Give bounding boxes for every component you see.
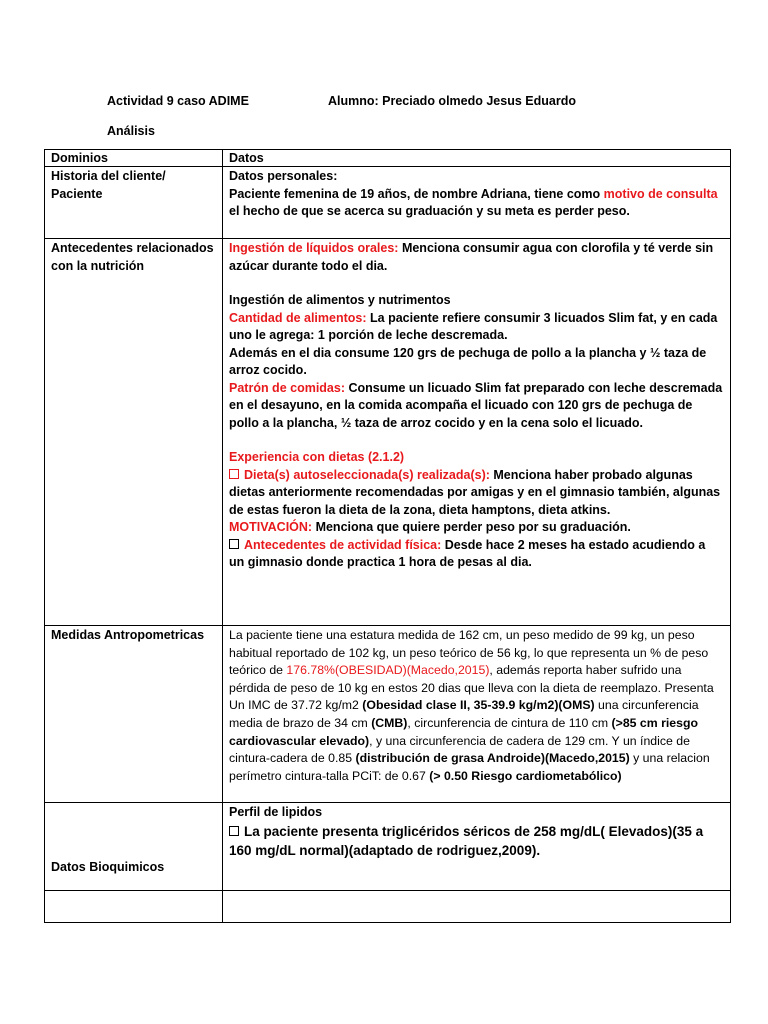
cell-medidas — [223, 626, 731, 803]
label-bioquimicos: Datos Bioquimicos — [45, 803, 223, 891]
actividad-paragraph: Antecedentes de actividad física: Desde hace 2 meses ha estado acudiendo a un gimnasio donde practica 1 hora de pesas al dia. — [229, 537, 706, 569]
table-header-row — [45, 150, 731, 167]
perfil-lipidos-title: Perfil de lipidos — [229, 805, 323, 819]
section-title: Análisis — [107, 124, 155, 138]
obesidad-label: 176.78%(OBESIDAD)(Macedo,2015) — [286, 663, 490, 678]
motivo-consulta-label: motivo de consulta — [603, 186, 718, 201]
patron-paragraph: Patrón de comidas: Consume un licuado Slim fat preparado con leche descremada en el desayuno, en la comida acompaña el licuado con 120 grs de pechuga de pollo a la plancha, ½ taza de arroz cocido y en la cena solo el licuado. — [229, 380, 723, 430]
motivacion-label: MOTIVACIÓN: — [229, 520, 313, 534]
dietas-label: Dieta(s) autoseleccionada(s) realizada(s): — [244, 467, 490, 482]
historia-title: Datos personales: — [229, 169, 338, 183]
row-antecedentes — [45, 239, 731, 626]
cantidad-label: Cantidad de alimentos: — [229, 310, 367, 325]
liquidos-paragraph: Ingestión de líquidos orales: Menciona consumir agua con clorofila y té verde sin azúcar durante todo el dia. — [229, 241, 714, 273]
alimentos-title: Ingestión de alimentos y nutrimentos — [229, 293, 451, 307]
actividad-label: Antecedentes de actividad física: — [244, 537, 442, 552]
checkbox-icon — [229, 826, 239, 836]
row-empty — [45, 891, 731, 923]
dietas-paragraph: Dieta(s) autoseleccionada(s) realizada(s): Menciona haber probado algunas dietas anteriormente recomendadas por amigas y en el gimnasio también, algunas de estas fueron la dieta de la zona, dieta hamptons, dieta atkins. — [229, 467, 721, 517]
activity-title: Actividad 9 caso ADIME — [107, 94, 249, 108]
student-name: Alumno: Preciado olmedo Jesus Eduardo — [328, 94, 576, 108]
cell-antecedentes — [223, 239, 731, 626]
ademas-paragraph: Además en el dia consume 120 grs de pechuga de pollo a la plancha y ½ taza de arroz cocido. — [229, 345, 707, 377]
trigliceridos-text: La paciente presenta triglicéridos séricos de 258 mg/dL( Elevados)(35 a 160 mg/dL normal)(adaptado de rodriguez,2009). — [229, 823, 704, 858]
row-historia — [45, 167, 731, 239]
cell-historia — [223, 167, 731, 239]
liquidos-label: Ingestión de líquidos orales: — [229, 241, 399, 255]
label-historia: Historia del cliente/ Paciente — [45, 167, 223, 239]
cell-bioquimicos — [223, 803, 731, 891]
checkbox-icon — [229, 469, 239, 479]
label-medidas: Medidas Antropometricas — [45, 626, 223, 803]
cantidad-paragraph: Cantidad de alimentos: La paciente refiere consumir 3 licuados Slim fat, y en cada uno le agrega: 1 porción de leche descremada. — [229, 310, 718, 342]
historia-text: Paciente femenina de 19 años, de nombre Adriana, tiene como motivo de consulta el hecho de que se acerca su graduación y su meta es perder peso. — [229, 186, 718, 218]
row-bioquimicos — [45, 803, 731, 891]
col-header-dominios: Dominios — [45, 150, 223, 167]
adime-table — [44, 149, 731, 923]
checkbox-icon — [229, 539, 239, 549]
empty-cell-1 — [45, 891, 223, 923]
label-antecedentes: Antecedentes relacionados con la nutrición — [45, 239, 223, 626]
row-medidas — [45, 626, 731, 803]
medidas-text: La paciente tiene una estatura medida de 162 cm, un peso medido de 99 kg, un peso habitual reportado de 102 kg, un peso teórico de 56 kg, lo que representa un % de peso teórico de 176.78%(OBESIDAD)(Macedo,2015), además reporta haber sufrido una pérdida de peso de 10 kg en estos 20 dias que lleva con la dieta de reemplazo. Presenta Un IMC de 37.72 kg/m2 (Obesidad clase II, 35-39.9 kg/m2)(OMS) una circunferencia media de brazo de 34 cm (CMB), circunferencia de cintura de 110 cm (>85 cm riesgo cardiovascular elevado), y una circunferencia de cadera de 129 cm. Y un índice de cintura-cadera de 0.85 (distribución de grasa Androide)(Macedo,2015) y una relacion perímetro cintura-talla PCiT: de 0.67 (> 0.50 Riesgo cardiometabólico) — [229, 628, 714, 783]
empty-cell-2 — [223, 891, 731, 923]
col-header-datos: Datos — [223, 150, 731, 167]
motivacion-paragraph: MOTIVACIÓN: Menciona que quiere perder peso por su graduación. — [229, 520, 631, 534]
patron-label: Patrón de comidas: — [229, 380, 345, 395]
experiencia-title: Experiencia con dietas (2.1.2) — [229, 450, 405, 464]
